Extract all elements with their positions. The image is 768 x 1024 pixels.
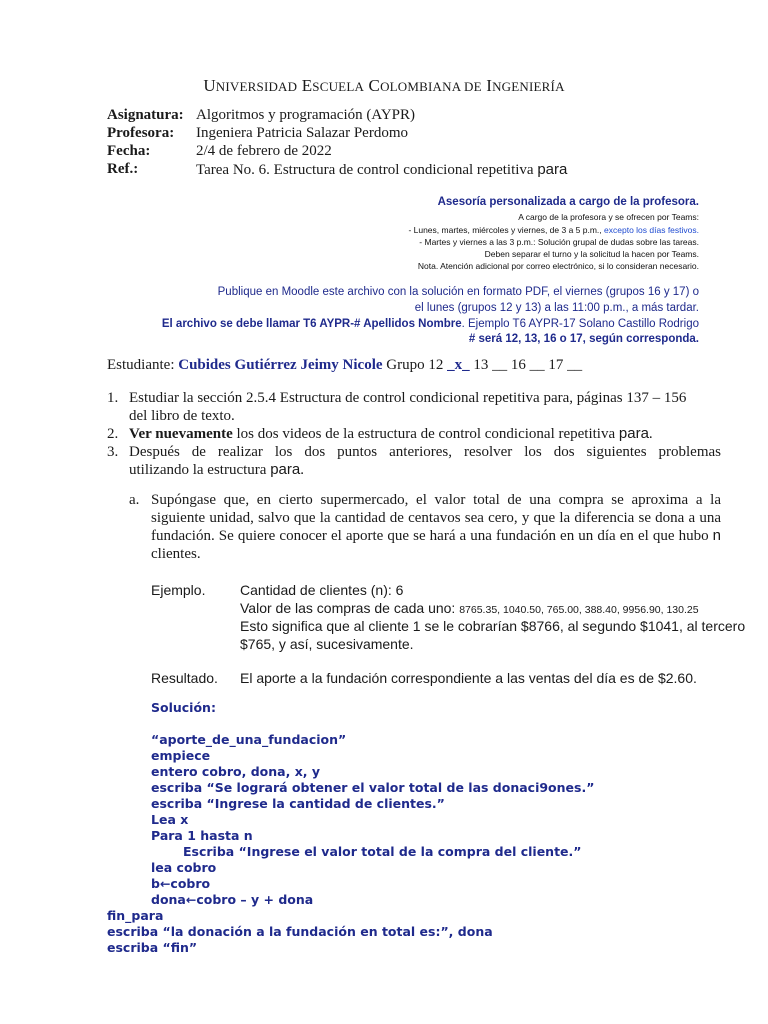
- meta-label-asignatura: Asignatura:: [107, 107, 184, 123]
- task-text: utilizando la estructura para.: [129, 461, 304, 478]
- advisory-line: Deben separar el turno y la solicitud la hacen por Teams.: [484, 249, 699, 259]
- task-text: Estudiar la sección 2.5.4 Estructura de control condicional repetitiva para, páginas 137 – 156: [129, 390, 687, 406]
- code-line: escriba “fin”: [107, 940, 198, 955]
- meta-label-profesora: Profesora:: [107, 125, 175, 141]
- solution-label: Solución:: [151, 700, 216, 715]
- problem-label: a.: [129, 492, 140, 508]
- student-line: Estudiante: Cubides Gutiérrez Jeimy Nicole Grupo 12 _x_ 13 __ 16 __ 17 __: [107, 357, 583, 373]
- example-meaning: $765, y así, sucesivamente.: [240, 636, 414, 652]
- problem-statement: Supóngase que, en cierto supermercado, el valor total de una compra se aproxima a la siguiente unidad, salvo que la cantidad de centavos sea cero, y que la diferencia se dona a una fundación. Se quiere conocer el aporte que se hará a una fundación en un día en el que hubo n clientes.: [151, 492, 721, 562]
- task-number: 1.: [107, 390, 119, 406]
- advisory-heading: Asesoría personalizada a cargo de la profesora.: [437, 196, 699, 208]
- task-text: Ver nuevamente los dos videos de la estructura de control condicional repetitiva para.: [129, 425, 653, 442]
- task-number: 2.: [107, 426, 119, 442]
- task-text: Después de realizar los dos puntos anteriores, resolver los dos siguientes problemas: [129, 444, 721, 460]
- example-values: Valor de las compras de cada uno: 8765.35, 1040.50, 765.00, 388.40, 9956.90, 130.25: [240, 600, 699, 616]
- code-line: Escriba “Ingrese el valor total de la compra del cliente.”: [183, 844, 582, 859]
- code-line: “aporte_de_una_fundacion”: [151, 732, 347, 747]
- code-line: dona←cobro – y + dona: [151, 892, 314, 907]
- code-line: lea cobro: [151, 860, 217, 875]
- code-line: b←cobro: [151, 876, 211, 891]
- example-meaning: Esto significa que al cliente 1 se le cobrarían $8766, al segundo $1041, al tercero: [240, 618, 746, 634]
- meta-value-asignatura: Algoritmos y programación (AYPR): [196, 107, 416, 123]
- meta-label-fecha: Fecha:: [107, 143, 151, 159]
- advisory-line: Nota. Atención adicional por correo electrónico, si lo consideran necesario.: [417, 261, 699, 271]
- example-clients: Cantidad de clientes (n): 6: [240, 582, 404, 598]
- publish-deadline: el lunes (grupos 12 y 13) a las 11:00 p.m., a más tardar.: [414, 302, 699, 314]
- meta-value-profesora: Ingeniera Patricia Salazar Perdomo: [196, 125, 408, 141]
- code-line: empiece: [151, 748, 211, 763]
- meta-value-ref: Tarea No. 6. Estructura de control condicional repetitiva para: [196, 161, 568, 178]
- student-name: Cubides Gutiérrez Jeimy Nicole: [178, 357, 383, 373]
- code-line: Lea x: [151, 812, 189, 827]
- meta-value-fecha: 2/4 de febrero de 2022: [196, 143, 332, 159]
- code-line: fin_para: [107, 908, 164, 923]
- group-note: # será 12, 13, 16 o 17, según corresponda.: [468, 333, 699, 345]
- code-line: escriba “la donación a la fundación en total es:”, dona: [107, 924, 493, 939]
- file-naming: El archivo se debe llamar T6 AYPR-# Apellidos Nombre. Ejemplo T6 AYPR-17 Solano Castillo Rodrigo: [161, 318, 699, 330]
- code-line: escriba “Se logrará obtener el valor total de las donaci9ones.”: [151, 780, 595, 795]
- document-title: UNIVERSIDAD ESCUELA COLOMBIANA DE INGENIERÍA: [203, 76, 565, 95]
- publish-instruction: Publique en Moodle este archivo con la solución en formato PDF, el viernes (grupos 16 y 17) o: [217, 286, 699, 298]
- code-line: entero cobro, dona, x, y: [151, 764, 321, 779]
- code-line: escriba “Ingrese la cantidad de clientes.”: [151, 796, 445, 811]
- advisory-line: A cargo de la profesora y se ofrecen por Teams:: [518, 212, 699, 222]
- result-text: El aporte a la fundación correspondiente a las ventas del día es de $2.60.: [240, 670, 697, 686]
- meta-label-ref: Ref.:: [107, 161, 139, 177]
- task-number: 3.: [107, 444, 119, 460]
- result-label: Resultado.: [151, 670, 218, 686]
- example-label: Ejemplo.: [151, 582, 206, 598]
- advisory-line: - Martes y viernes a las 3 p.m.: Solución grupal de dudas sobre las tareas.: [419, 237, 699, 247]
- advisory-line: - Lunes, martes, miércoles y viernes, de 3 a 5 p.m., excepto los días festivos.: [408, 225, 699, 235]
- group-mark: _x_: [447, 357, 470, 373]
- task-text: del libro de texto.: [129, 408, 235, 424]
- code-line: Para 1 hasta n: [151, 828, 253, 843]
